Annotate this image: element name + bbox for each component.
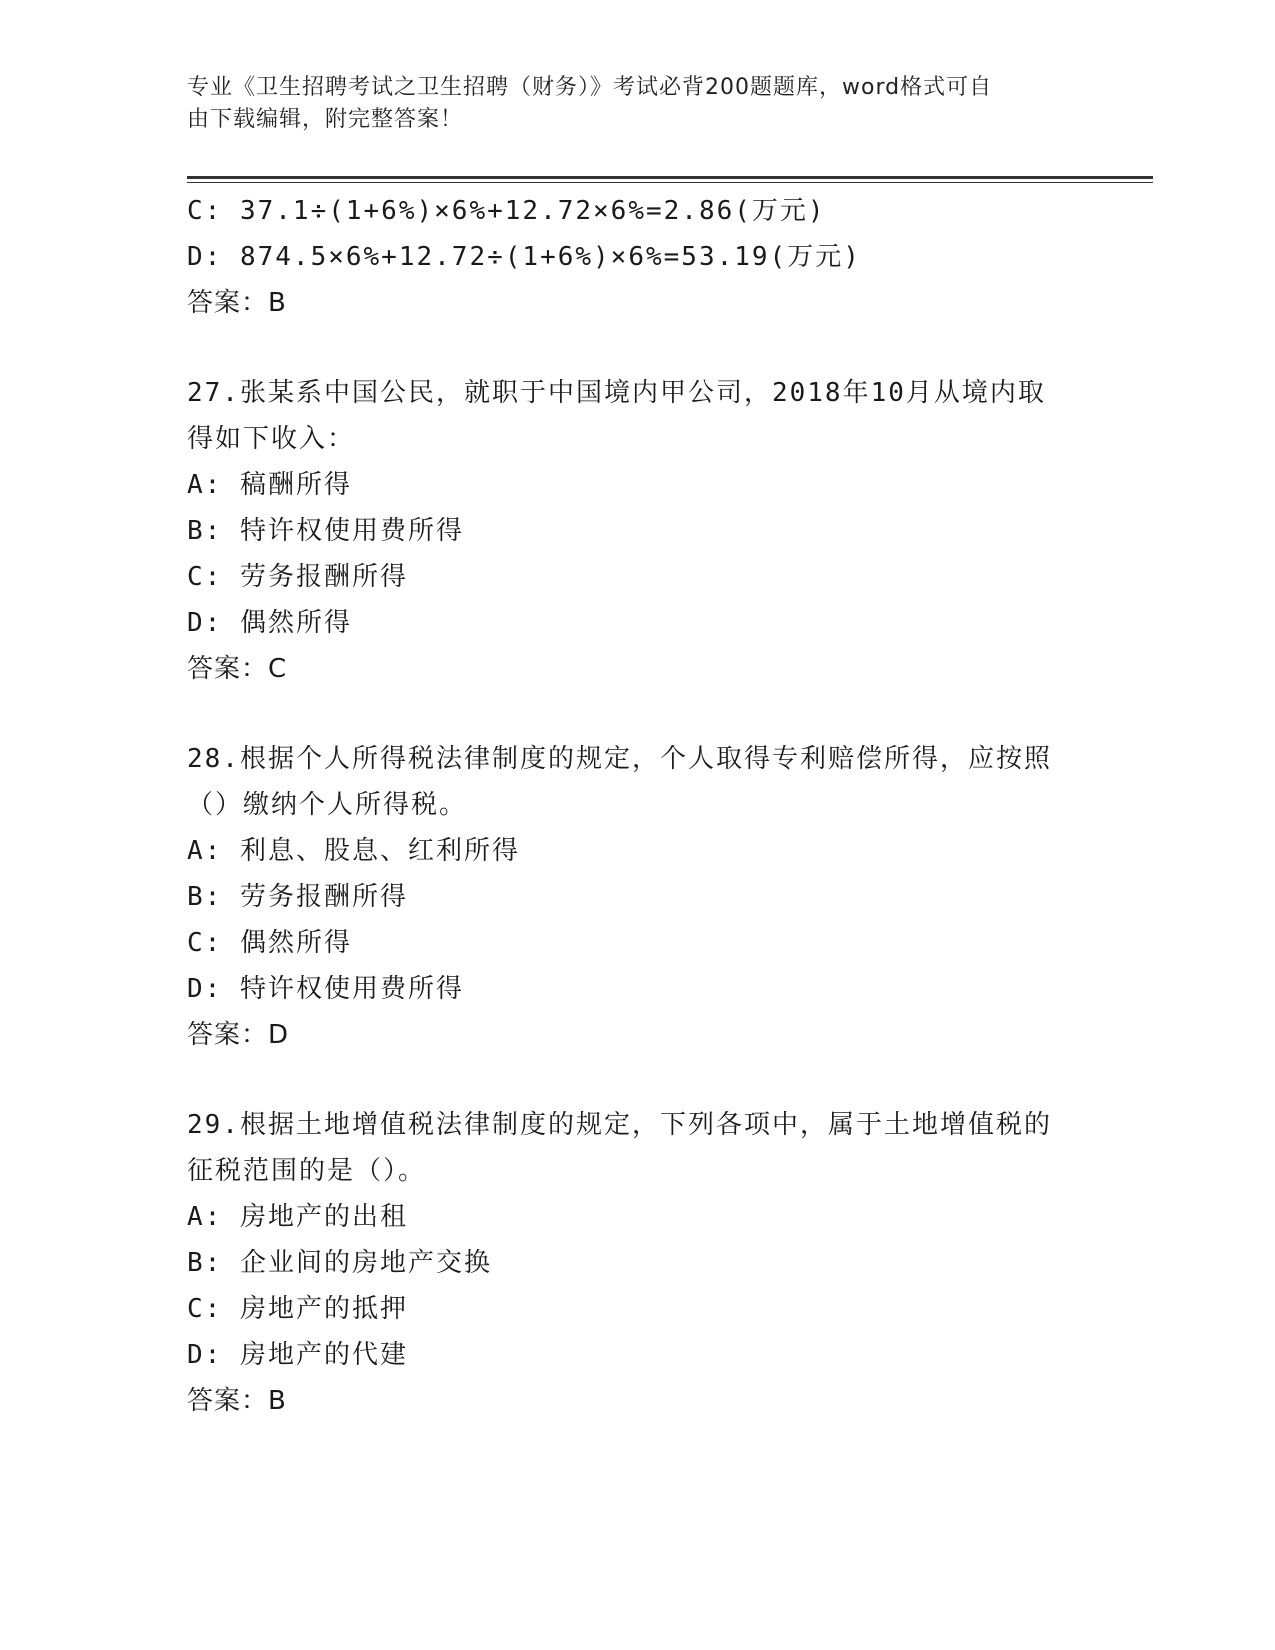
question-26-tail xyxy=(187,188,1087,326)
question-27 xyxy=(187,370,1087,692)
question-stem-line-1: 28.根据个人所得税法律制度的规定，个人取得专利赔偿所得，应按照 xyxy=(187,744,1052,774)
question-stem-line-2: 得如下收入： xyxy=(187,424,356,454)
option-b: B: 劳务报酬所得 xyxy=(187,882,408,912)
header-title-line-1: 专业《卫生招聘考试之卫生招聘（财务）》考试必背200题题库，word格式可自 xyxy=(187,75,993,100)
question-list xyxy=(187,188,1087,1424)
document-header xyxy=(187,72,1067,136)
option-d: D: 特许权使用费所得 xyxy=(187,974,464,1004)
option-d: D: 874.5×6%+12.72÷(1+6%)×6%=53.19(万元) xyxy=(187,242,861,272)
header-divider-thick xyxy=(187,176,1153,179)
option-c: C: 劳务报酬所得 xyxy=(187,562,408,592)
option-c: C: 房地产的抵押 xyxy=(187,1294,408,1324)
option-d: D: 房地产的代建 xyxy=(187,1340,408,1370)
option-a: A: 稿酬所得 xyxy=(187,470,352,500)
answer-line: 答案：C xyxy=(187,654,288,684)
spacer xyxy=(187,1058,1087,1102)
question-28 xyxy=(187,736,1087,1058)
question-29 xyxy=(187,1102,1087,1424)
header-divider-thin xyxy=(187,182,1153,183)
question-stem-line-1: 29.根据土地增值税法律制度的规定，下列各项中，属于土地增值税的 xyxy=(187,1110,1052,1140)
option-a: A: 房地产的出租 xyxy=(187,1202,408,1232)
option-d: D: 偶然所得 xyxy=(187,608,352,638)
option-b: B: 特许权使用费所得 xyxy=(187,516,464,546)
option-b: B: 企业间的房地产交换 xyxy=(187,1248,492,1278)
option-c: C: 37.1÷(1+6%)×6%+12.72×6%=2.86(万元) xyxy=(187,196,826,226)
spacer xyxy=(187,326,1087,370)
question-stem-line-1: 27.张某系中国公民，就职于中国境内甲公司，2018年10月从境内取 xyxy=(187,378,1046,408)
question-stem-line-2: （）缴纳个人所得税。 xyxy=(187,790,468,820)
option-c: C: 偶然所得 xyxy=(187,928,352,958)
answer-line: 答案：B xyxy=(187,288,287,318)
question-stem-line-2: 征税范围的是（）。 xyxy=(187,1156,427,1186)
answer-line: 答案：D xyxy=(187,1020,290,1050)
option-a: A: 利息、股息、红利所得 xyxy=(187,836,520,866)
spacer xyxy=(187,692,1087,736)
answer-line: 答案：B xyxy=(187,1386,287,1416)
header-title-line-2: 由下载编辑，附完整答案！ xyxy=(187,107,464,132)
